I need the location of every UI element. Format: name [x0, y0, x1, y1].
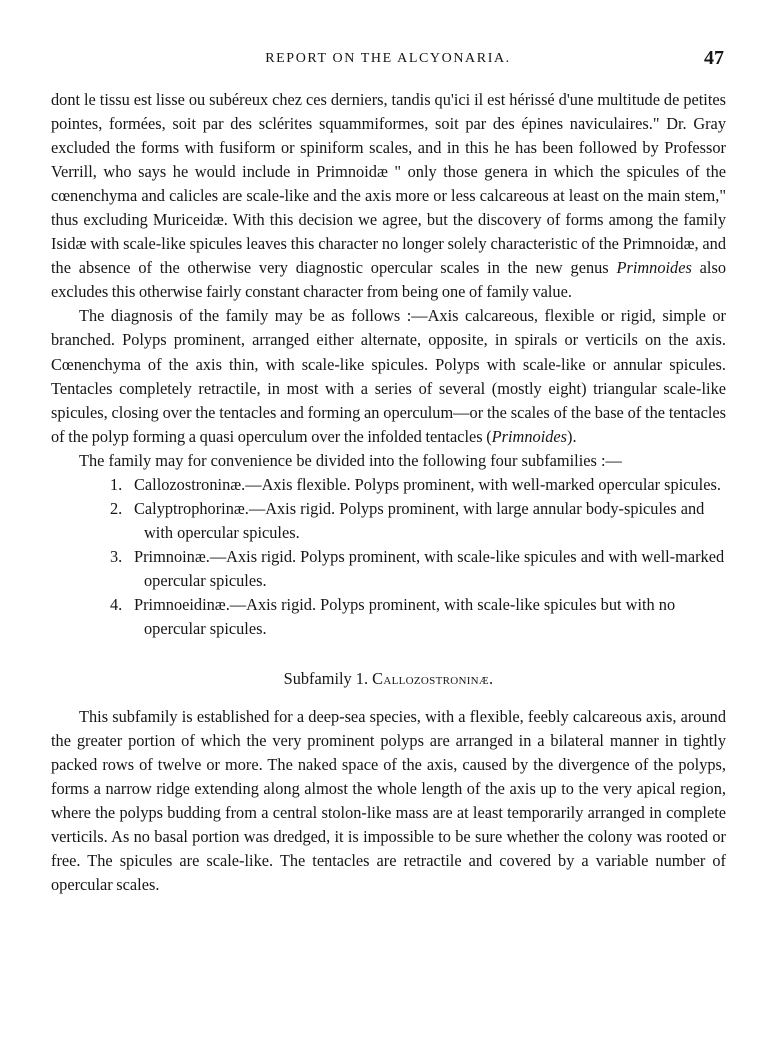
genus-name: Primnoides: [491, 426, 568, 446]
item-text: Callozostroninæ.—Axis flexible. Polyps prominent, with well-marked opercular spicules.: [134, 474, 721, 494]
paragraph-text-end: also excludes this otherwise fairly constant character from being one of family value.: [51, 258, 726, 302]
paragraph-diagnosis: [51, 304, 726, 448]
subfamily-item: [51, 593, 726, 641]
subfamily-item: [51, 545, 726, 593]
item-number: 2.: [110, 498, 123, 518]
heading-name: Callozostroninæ .: [372, 669, 493, 688]
body-text: [51, 88, 726, 898]
running-title: REPORT ON THE ALCYONARIA.: [265, 51, 511, 66]
heading-prefix: Subfamily 1.: [283, 669, 369, 689]
genus-name: Primnoides: [616, 258, 692, 278]
page-number: 47: [704, 47, 724, 69]
item-number: 3.: [110, 546, 123, 566]
section-heading: [51, 667, 726, 691]
subfamily-item: [51, 473, 726, 497]
paragraph-callozostroninae: This subfamily is established for a deep-sea species, with a flexible, feebly calcareous axis, around the greater portion of which the very prominent polyps are arranged in a bilateral manner in tightly packed rows of twelve or more. The naked space of the axis, caused by the divergence of the polyps, forms a narrow ridge extending along almost the whole length of the axis up to the very apical region, where the polyps budding from a central stolon-like mass are at least temporarily arranged in complete verticils. As no basal portion was dredged, it is impossible to be sure whether the colony was rooted or free. The spicules are scale-like. The tentacles are retractile and covered by a variable number of opercular scales.: [51, 707, 726, 895]
paragraph-text: The diagnosis of the family may be as follows :—Axis calcareous, flexible or rigid, simple or branched. Polyps prominent, arranged either alternate, opposite, in spirals or verticils on the axis. Cœnenchyma of the axis thin, with scale-like spicules. Polyps with scale-like or annular spicules. Tentacles completely retractile, in most with a series of several (mostly eight) triangular scale-like spicules, closing over the tentacles and forming an operculum—or the scales of the base of the tentacles of the polyp forming a quasi operculum over the infolded tentacles (: [51, 306, 726, 446]
item-number: 1.: [110, 474, 123, 494]
paragraph-text-end: ).: [567, 426, 577, 446]
item-number: 4.: [110, 594, 123, 614]
item-text: Primnoinæ.—Axis rigid. Polyps prominent, with scale-like spicules and with well-marked opercular spicules.: [134, 546, 725, 590]
subfamily-item: [51, 497, 726, 545]
paragraph-text: dont le tissu est lisse ou subéreux chez ces derniers, tandis qu'ici il est hérissé d'une multitude de petites pointes, formées, soit par des sclérites squammiformes, soit par des épines naviculaires." Dr. Gray excluded the forms with fusiform or spiniform scales, and in this he has been followed by Professor Verrill, who says he would include in Primnoidæ " only those genera in which the spicules of the cœnenchyma and calicles are scale-like and the axis more or less calcareous at least on the main stem," thus excluding Muriceidæ. With this decision we agree, but the discovery of forms among the family Isidæ with scale-like spicules leaves this character no longer solely characteristic of the Primnoidæ, and the absence of the otherwise very diagnostic opercular scales in the new genus: [51, 90, 726, 278]
paragraph-subfamilies-intro: The family may for convenience be divided into the following four subfamilies :—: [79, 450, 622, 470]
paragraph-continuation: [51, 88, 726, 304]
running-header: [0, 47, 776, 69]
item-text: Calyptrophorinæ.—Axis rigid. Polyps prominent, with large annular body-spicules and with opercular spicules.: [134, 498, 705, 542]
subfamily-list: [51, 473, 726, 641]
item-text: Primnoeidinæ.—Axis rigid. Polyps prominent, with scale-like spicules but with no opercular spicules.: [134, 594, 676, 639]
